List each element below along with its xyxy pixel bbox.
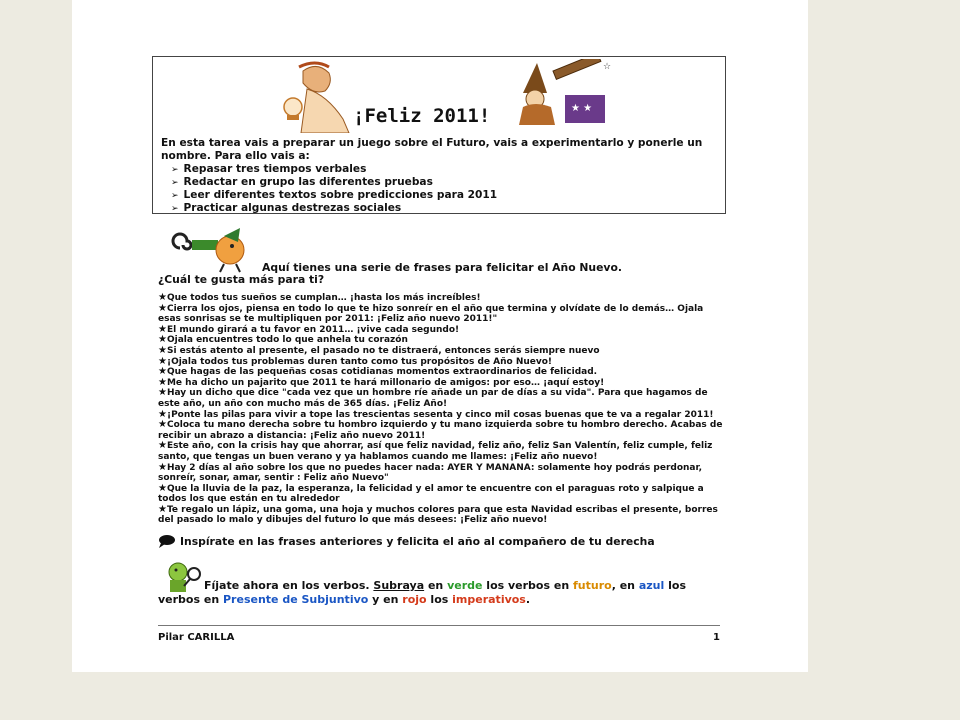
verbs-text: los [426, 592, 453, 606]
section-heading [158, 262, 622, 286]
list-item: ★ Este año, con la crisis hay que ahorrar, así que feliz navidad, feliz año, feliz San Valentín, feliz cumple, feliz santo, que tengas un buen verano y ya hablamos cuando me llames: ¡Feliz año nuevo! [158, 441, 724, 462]
list-item: ★ Que todos tus sueños se cumplan… ¡hasta los más increíbles! [158, 293, 724, 304]
list-item: ★ Cierra los ojos, piensa en todo lo que te hizo sonreír en el año que termina y olvídate de lo demás… Ojala esas sonrisas se te multipliquen por 2011: ¡Feliz año nuevo 2011!" [158, 304, 724, 325]
footer-divider [158, 625, 720, 626]
svg-text:☆: ☆ [603, 62, 612, 72]
verbs-text: en [424, 579, 448, 592]
box-title: ¡Feliz 2011! [353, 105, 491, 127]
page-number: 1 [713, 632, 720, 643]
list-item: ★ ¡Ponte las pilas para vivir a tope las trescientas sesenta y cinco mil cosas buenas que te va a regalar 2011! [158, 410, 724, 421]
task-box [152, 56, 726, 214]
list-item: ★ ¡Ojala todos tus problemas duren tanto como tus propósitos de Año Nuevo! [158, 357, 724, 368]
list-item: ➢ Redactar en grupo las diferentes pruebas [171, 176, 721, 189]
list-item: ★ Hay un dicho que dice "cada vez que un hombre ríe añade un par de días a su vida". Para que hagamos de este año, un año con mucho más de 365 días. ¡Feliz Año! [158, 388, 724, 409]
verbs-text: y en [368, 592, 403, 606]
cue-text: Inspírate en las frases anteriores y felicita el año al compañero de tu derecha [180, 535, 655, 548]
intro-section [161, 137, 721, 215]
document-page [72, 0, 808, 672]
verbs-text: Fíjate ahora en los verbos. [204, 579, 374, 592]
list-item: ★ El mundo girará a tu favor en 2011… ¡vive cada segundo! [158, 325, 724, 336]
list-item: ★ Ojala encuentres todo lo que anhela tu corazón [158, 335, 724, 346]
imperativos-word: imperativos [452, 592, 526, 606]
subraya-word: Subraya [373, 579, 425, 592]
list-item: ➢ Repasar tres tiempos verbales [171, 163, 721, 176]
intro-text: En esta tarea vais a preparar un juego sobre el Futuro, vais a experimentarlo y ponerle un nombre. Para ello vais a: [161, 137, 703, 162]
footer-author: Pilar CARILLA [158, 632, 235, 643]
list-item: ➢ Leer diferentes textos sobre predicciones para 2011 [171, 189, 721, 202]
list-item: ★ Si estás atento al presente, el pasado no te distraerá, entonces serás siempre nuevo [158, 346, 724, 357]
presente-word: Presente de Subjuntivo [223, 592, 369, 606]
list-item: ★ Que hagas de las pequeñas cosas cotidianas momentos extraordinarios de felicidad. [158, 367, 724, 378]
heading-line-1: Aquí tienes una serie de frases para felicitar el Año Nuevo. [262, 261, 622, 274]
verbs-text: . [525, 592, 531, 606]
list-item: ★ Me ha dicho un pajarito que 2011 te hará millonario de amigos: por eso… ¡aquí estoy! [158, 378, 724, 389]
list-item: ★ Coloca tu mano derecha sobre tu hombro izquierdo y tu mano izquierda sobre tu hombro derecho. Acabas de recibir un abrazo a distancia: ¡Feliz año nuevo 2011! [158, 420, 724, 441]
wizard-telescope-illustration [513, 59, 617, 125]
speech-bubble-icon [158, 534, 176, 548]
svg-text:★ ★: ★ ★ [571, 103, 593, 114]
phrase-list [158, 293, 724, 526]
verbs-text: , en [611, 579, 639, 592]
list-item: ★ Hay 2 días al año sobre los que no puedes hacer nada: AYER Y MANANA: solamente hoy podrás perdonar, sonreír, sonar, amar, sentir : Feliz año Nuevo" [158, 463, 724, 484]
list-item: ➢ Practicar algunas destrezas sociales [171, 202, 721, 215]
verde-word: verde [447, 579, 483, 592]
speech-cue [158, 535, 655, 548]
list-item: ★ Te regalo un lápiz, una goma, una hoja y muchos colores para que esta Navidad escribas el presente, borres del pasado lo malo y dibujes del futuro lo que más desees: ¡Feliz año nuevo! [158, 505, 724, 526]
verbs-text: los verbos en [158, 579, 686, 606]
intro-bullet-list [161, 163, 721, 215]
list-item: ★ Que la lluvia de la paz, la esperanza, la felicidad y el amor te encuentre con el paraguas roto y salpique a todos los que están en tu alrededor [158, 484, 724, 505]
futuro-word: futuro [573, 579, 612, 592]
verbs-text: los verbos en [482, 579, 573, 592]
page-footer [158, 632, 720, 643]
rojo-word: rojo [402, 592, 427, 606]
azul-word: azul [638, 579, 665, 592]
heading-line-2: ¿Cuál te gusta más para ti? [158, 273, 325, 286]
fortune-teller-illustration [263, 59, 359, 133]
verbs-instruction [158, 579, 724, 606]
